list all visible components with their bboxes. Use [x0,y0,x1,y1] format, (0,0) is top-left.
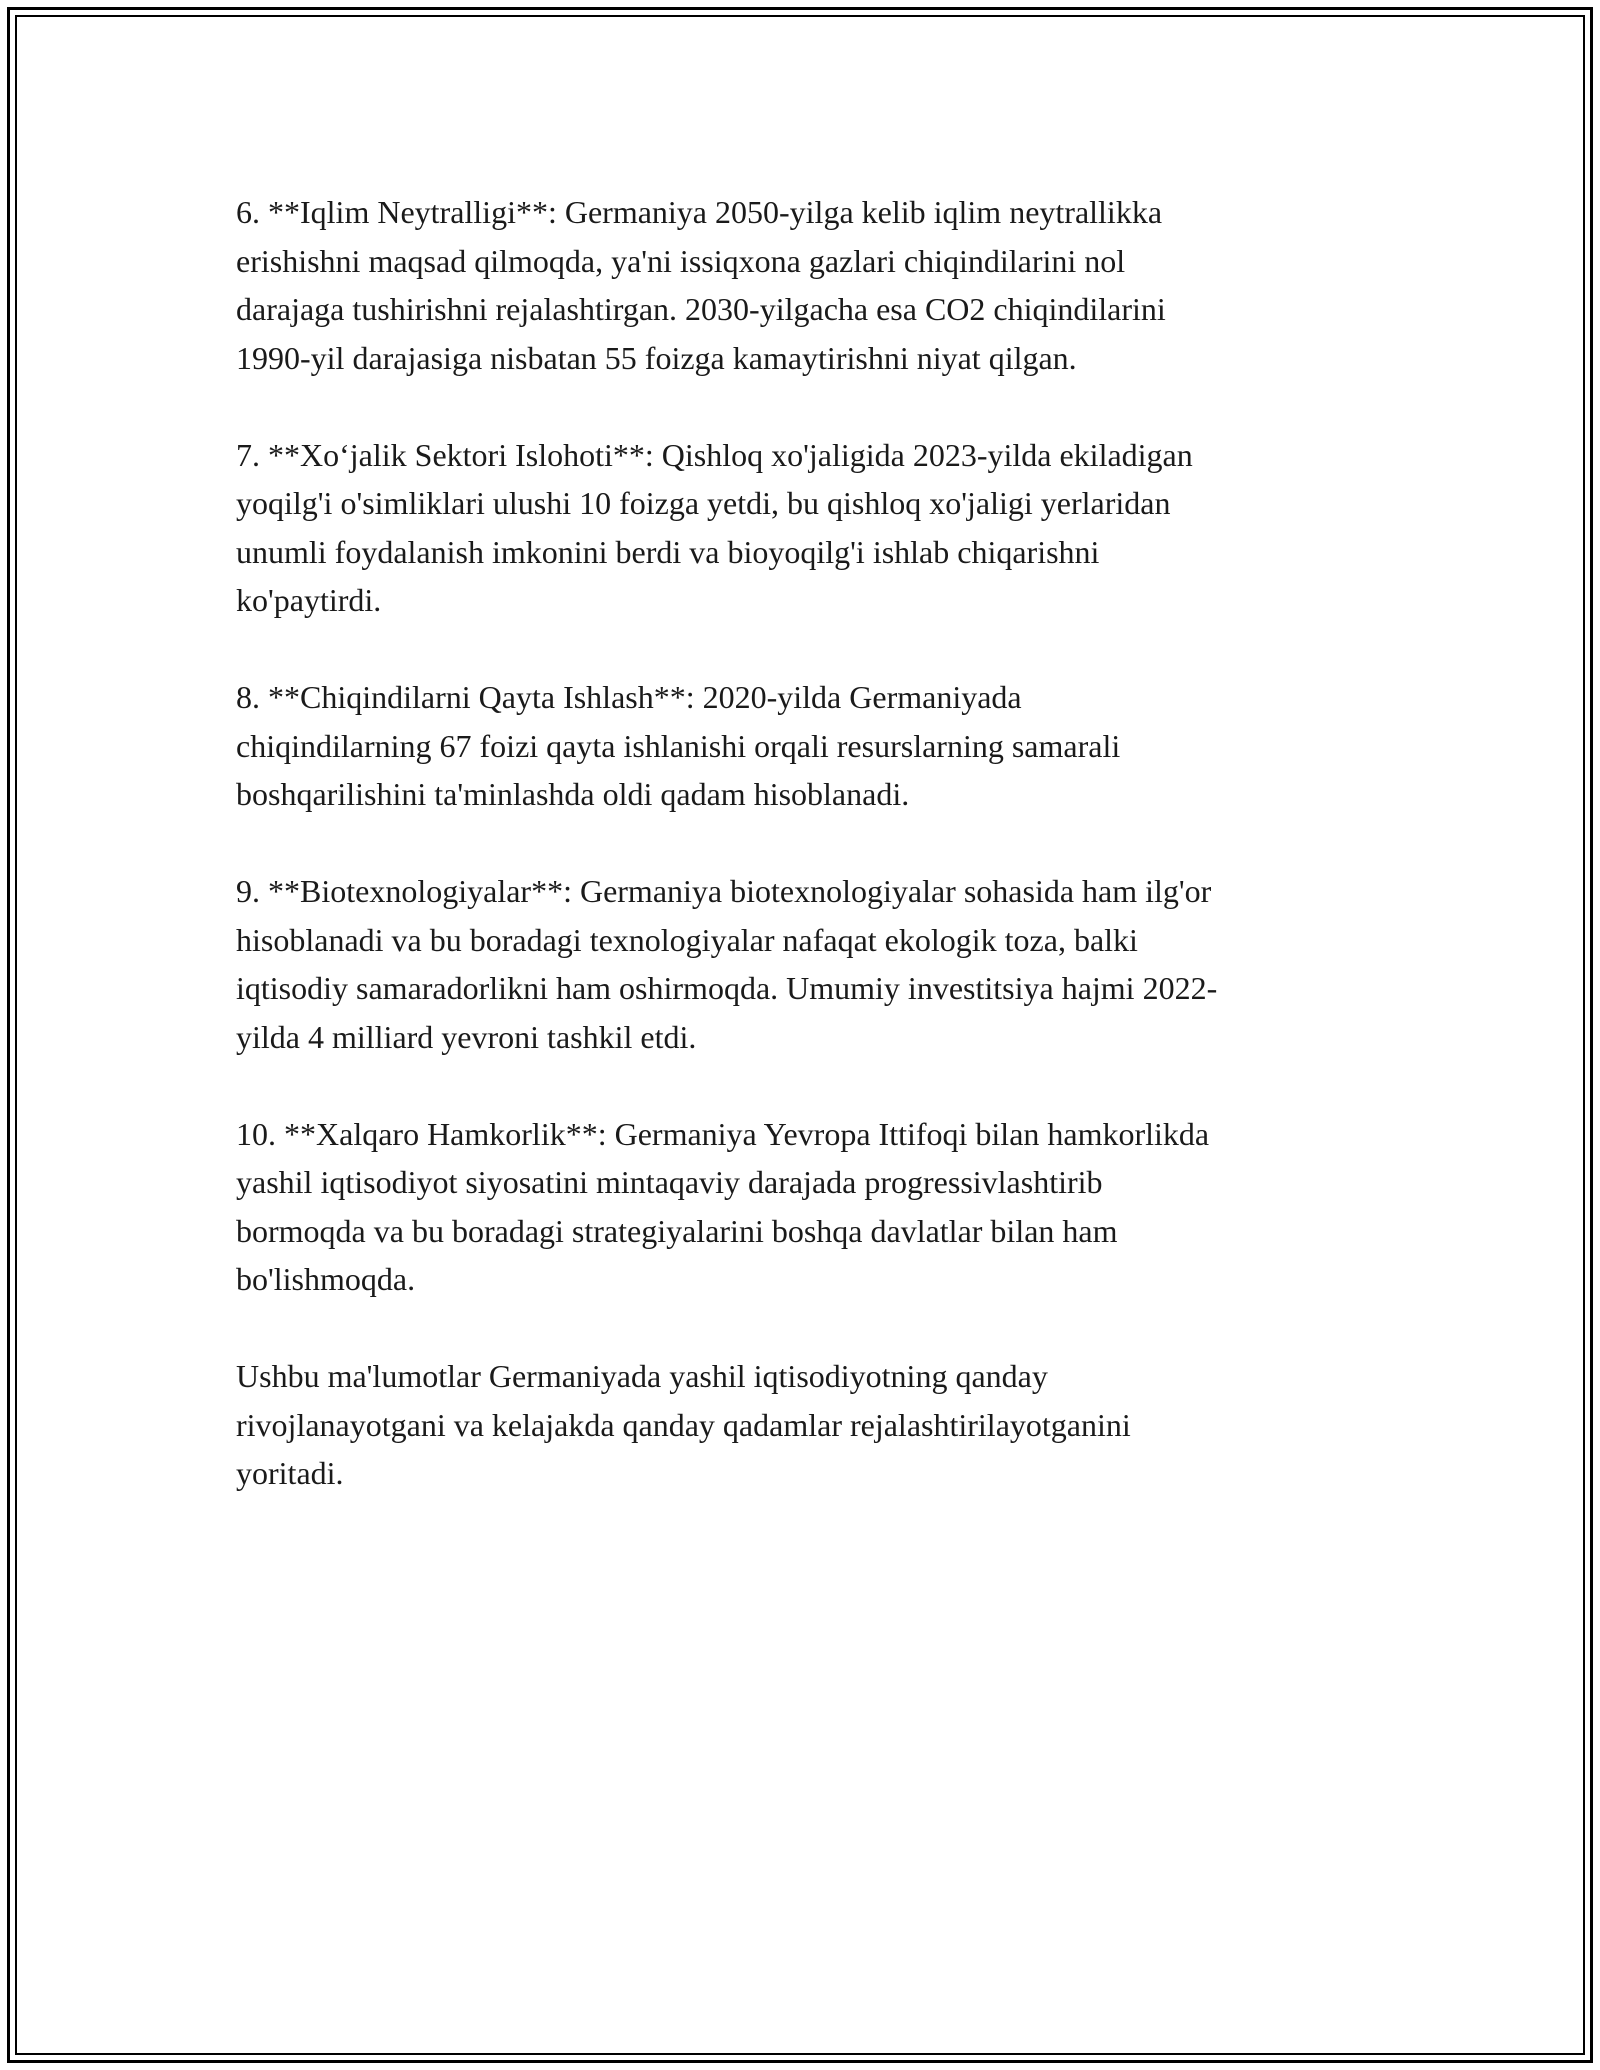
paragraph-biotexnologiyalar: 9. **Biotexnologiyalar**: Germaniya biotexnologiyalar sohasida ham ilg'or hisoblanadi va bu boradagi texnologiyalar nafaqat ekologik toza, balki iqtisodiy samaradorlikni ham oshirmoqda. Umumiy investitsiya hajmi 2022- yilda 4 milliard yevroni tashkil etdi. [236,873,1218,1055]
paragraph-xojalik-sektori: 7. **Xo‘jalik Sektori Islohoti**: Qishloq xo'jaligida 2023-yilda ekiladigan yoqilg'i o'simliklari ulushi 10 foizga yetdi, bu qishloq xo'jaligi yerlaridan unumli foydalanish imkonini berdi va bioyoqilg'i ishlab chiqarishni ko'paytirdi. [236,436,1193,618]
paragraph-iqlim-neytralligi: 6. **Iqlim Neytralligi**: Germaniya 2050-yilga kelib iqlim neytrallikka erishishni maqsad qilmoqda, ya'ni issiqxona gazlari chiqindilarini nol darajaga tushirishni rejalashtirgan. 2030-yilgacha esa CO2 chiqindilarini 1990-yil darajasiga nisbatan 55 foizga kamaytirishni niyat qilgan. [236,194,1166,376]
paragraph-chiqindilarni-qayta-ishlash: 8. **Chiqindilarni Qayta Ishlash**: 2020-yilda Germaniyada chiqindilarning 67 foizi qayta ishlanishi orqali resurslarning samarali boshqarilishini ta'minlashda oldi qadam hisoblanadi. [236,679,1121,812]
paragraph-xalqaro-hamkorlik: 10. **Xalqaro Hamkorlik**: Germaniya Yevropa Ittifoqi bilan hamkorlikda yashil iqtisodiyot siyosatini mintaqaviy darajada progressivlashtirib bormoqda va bu boradagi strategiyalarini boshqa davlatlar bilan ham bo'lishmoqda. [236,1115,1210,1297]
paragraph-conclusion: Ushbu ma'lumotlar Germaniyada yashil iqtisodiyotning qanday rivojlanayotgani va kelajakda qanday qadamlar rejalashtirilayotganini yoritadi. [236,1358,1131,1491]
document-body [236,188,1366,1546]
